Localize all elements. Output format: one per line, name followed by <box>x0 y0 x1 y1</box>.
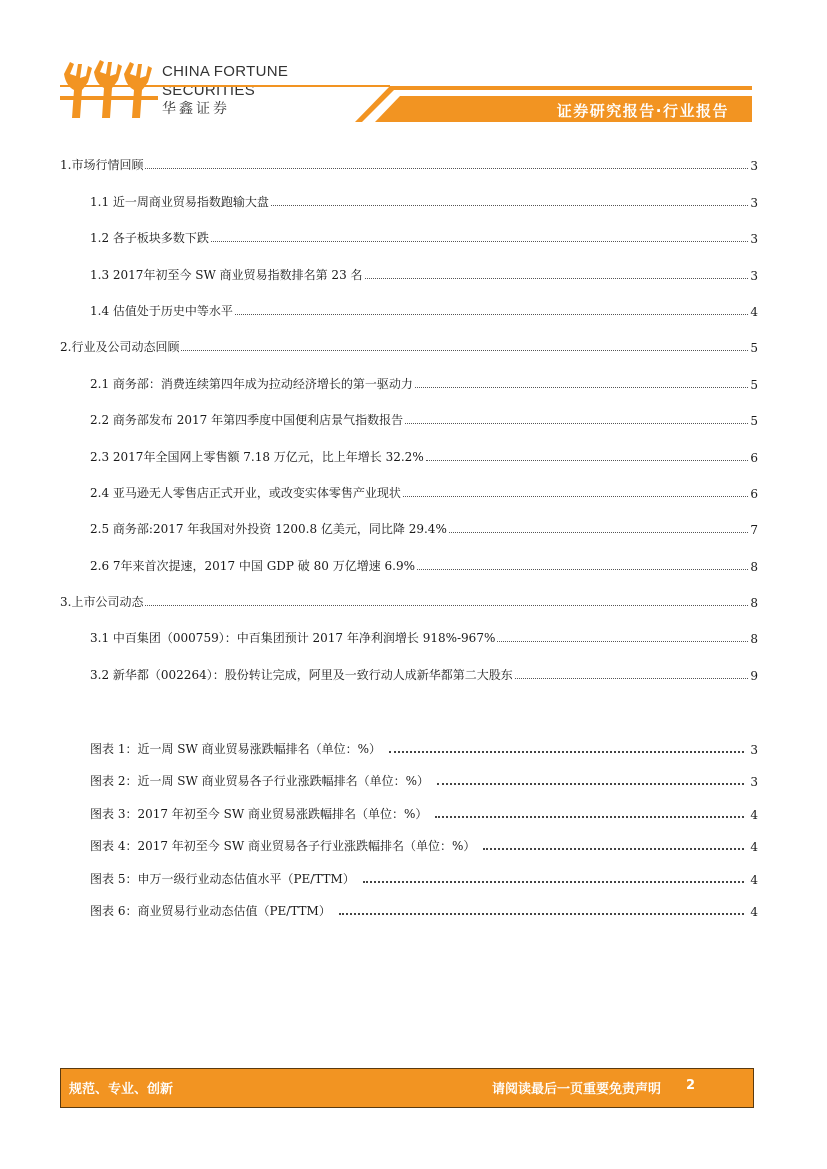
toc-entry-title: 3.上市公司动态 <box>60 595 144 610</box>
toc-subsection[interactable] <box>60 652 758 688</box>
toc-leader-dots <box>365 278 749 279</box>
toc-entry-page: 8 <box>750 632 758 647</box>
figure-leader-dots <box>483 848 744 850</box>
figure-leader-dots <box>389 751 744 753</box>
toc-subsection[interactable] <box>60 361 758 397</box>
toc-entry-title: 1.1 近一周商业贸易指数跑输大盘 <box>90 194 269 209</box>
figure-entry-page: 3 <box>750 775 758 789</box>
toc-entry-title: 3.2 新华都（002264）：股份转让完成，阿里及一致行动人成新华都第二大股东 <box>90 667 513 682</box>
toc-entry-page: 8 <box>750 596 758 611</box>
figure-entry-title: 图表 3：2017 年初至今 SW 商业贸易涨跌幅排名（单位：%） <box>90 806 428 821</box>
figure-leader-dots <box>339 913 745 915</box>
figure-leader-dots <box>363 881 745 883</box>
page-footer <box>60 1068 754 1108</box>
toc-entry-page: 5 <box>750 414 758 429</box>
toc-leader-dots <box>405 423 748 424</box>
toc-subsection[interactable] <box>60 289 758 325</box>
toc-subsection[interactable] <box>60 179 758 215</box>
company-name-en-line1: CHINA FORTUNE <box>162 63 289 80</box>
toc-entry-title: 2.6 7年来首次提速，2017 中国 GDP 破 80 万亿增速 6.9% <box>90 558 415 573</box>
toc-entry-page: 8 <box>750 559 758 574</box>
toc-leader-dots <box>415 387 748 388</box>
figure-entry-title: 图表 5：申万一级行业动态估值水平（PE/TTM） <box>90 871 355 886</box>
figure-list-item[interactable] <box>90 893 758 926</box>
toc-leader-dots <box>497 641 748 642</box>
report-type-label: 证券研究报告·行业报告 <box>556 102 729 120</box>
figure-entry-title: 图表 6：商业贸易行业动态估值（PE/TTM） <box>90 904 331 918</box>
toc-subsection[interactable] <box>60 616 758 652</box>
toc-subsection[interactable] <box>60 471 758 507</box>
page-header <box>0 0 827 130</box>
toc-entry-page: 3 <box>750 159 758 174</box>
figure-leader-dots <box>435 816 744 818</box>
figure-entry-title: 图表 2：近一周 SW 商业贸易各子行业涨跌幅排名（单位：%） <box>90 774 430 788</box>
footer-slogan: 规范、专业、创新 <box>69 1082 174 1097</box>
table-of-contents <box>60 143 758 689</box>
figure-list-item[interactable] <box>90 828 758 861</box>
footer-disclaimer: 请阅读最后一页重要免责声明 <box>491 1082 661 1097</box>
toc-entry-page: 6 <box>750 486 758 501</box>
toc-leader-dots <box>145 605 748 606</box>
toc-section[interactable] <box>60 325 758 361</box>
toc-leader-dots <box>417 569 748 570</box>
page-number: 2 <box>685 1078 695 1093</box>
toc-leader-dots <box>426 460 749 461</box>
toc-section[interactable] <box>60 580 758 616</box>
company-name-en-line2: SECURITIES <box>162 82 256 99</box>
toc-entry-page: 5 <box>750 341 758 356</box>
toc-leader-dots <box>403 496 748 497</box>
toc-leader-dots <box>181 350 748 351</box>
figure-entry-title: 图表 1：近一周 SW 商业贸易涨跌幅排名（单位：%） <box>90 741 382 756</box>
toc-entry-page: 3 <box>750 268 758 283</box>
figure-list <box>90 730 758 925</box>
toc-entry-page: 3 <box>750 232 758 247</box>
toc-leader-dots <box>235 314 748 315</box>
figure-list-item[interactable] <box>90 763 758 796</box>
toc-entry-title: 1.4 估值处于历史中等水平 <box>90 303 233 318</box>
toc-leader-dots <box>211 241 748 242</box>
toc-subsection[interactable] <box>60 216 758 252</box>
toc-entry-page: 5 <box>750 377 758 392</box>
figure-entry-page: 4 <box>750 840 758 854</box>
toc-subsection[interactable] <box>60 543 758 579</box>
toc-section[interactable] <box>60 143 758 179</box>
company-name-cn: 华鑫证券 <box>162 101 230 117</box>
toc-entry-page: 9 <box>750 668 758 683</box>
toc-entry-page: 6 <box>750 450 758 465</box>
toc-leader-dots <box>271 205 748 206</box>
toc-entry-title: 3.1 中百集团（000759）：中百集团预计 2017 年净利润增长 918%-967% <box>90 631 496 646</box>
figure-entry-page: 4 <box>750 872 758 887</box>
toc-subsection[interactable] <box>60 507 758 543</box>
toc-entry-page: 3 <box>750 195 758 210</box>
figure-list-item[interactable] <box>90 795 758 828</box>
toc-leader-dots <box>449 532 749 533</box>
figure-list-item[interactable] <box>90 860 758 893</box>
toc-leader-dots <box>515 678 749 679</box>
toc-entry-page: 4 <box>750 304 758 319</box>
figure-list-item[interactable] <box>90 730 758 763</box>
toc-subsection[interactable] <box>60 252 758 288</box>
toc-subsection[interactable] <box>60 398 758 434</box>
toc-entry-page: 7 <box>750 523 758 538</box>
toc-entry-title: 2.1 商务部：消费连续第四年成为拉动经济增长的第一驱动力 <box>90 376 413 391</box>
toc-entry-title: 1.3 2017年初至今 SW 商业贸易指数排名第 23 名 <box>90 267 363 282</box>
figure-entry-page: 3 <box>750 742 758 757</box>
figure-entry-page: 4 <box>750 905 758 919</box>
toc-entry-title: 2.行业及公司动态回顾 <box>60 340 180 355</box>
figure-entry-page: 4 <box>750 807 758 822</box>
toc-entry-title: 1.市场行情回顾 <box>60 158 144 173</box>
toc-entry-title: 1.2 各子板块多数下跌 <box>90 231 209 246</box>
figure-leader-dots <box>437 783 744 785</box>
toc-leader-dots <box>145 168 748 169</box>
toc-entry-title: 2.2 商务部发布 2017 年第四季度中国便利店景气指数报告 <box>90 413 404 428</box>
toc-subsection[interactable] <box>60 434 758 470</box>
toc-entry-title: 2.3 2017年全国网上零售额 7.18 万亿元，比上年增长 32.2% <box>90 449 424 464</box>
figure-entry-title: 图表 4：2017 年初至今 SW 商业贸易各子行业涨跌幅排名（单位：%） <box>90 839 476 853</box>
toc-entry-title: 2.5 商务部:2017 年我国对外投资 1200.8 亿美元，同比降 29.4% <box>90 522 447 537</box>
toc-entry-title: 2.4 亚马逊无人零售店正式开业，或改变实体零售产业现状 <box>90 485 401 500</box>
